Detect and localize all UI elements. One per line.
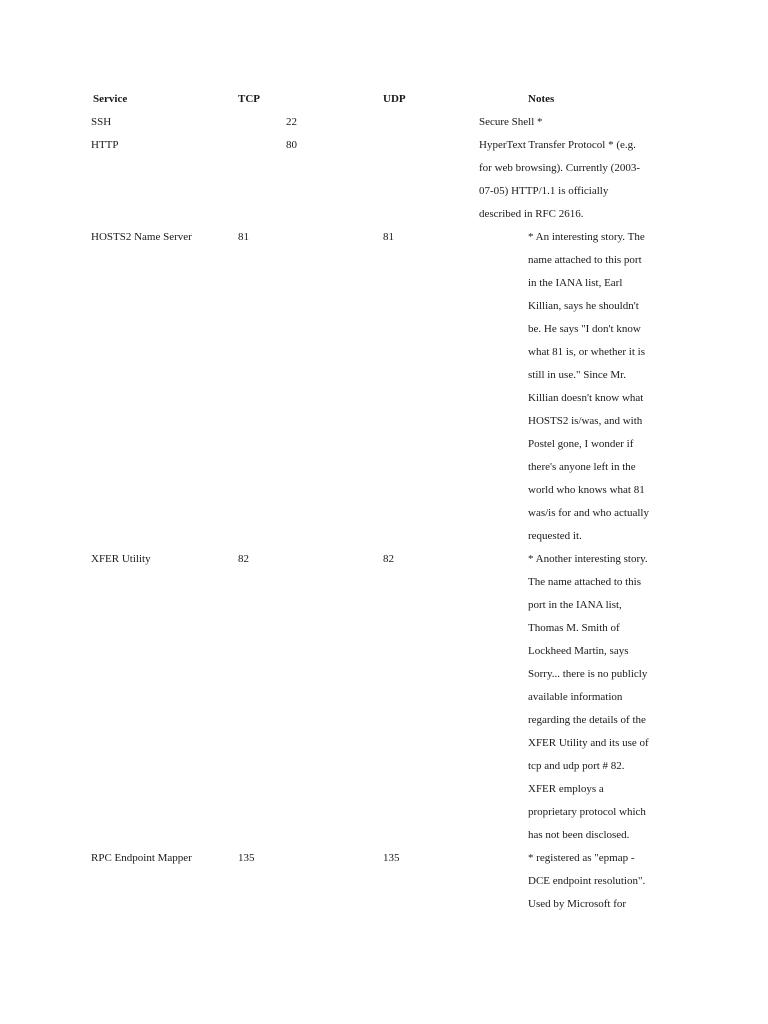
notes-line: be. He says "I don't know: [528, 323, 641, 335]
notes-line: XFER Utility and its use of: [528, 737, 649, 749]
notes-line: there's anyone left in the: [528, 461, 636, 473]
service-cell: RPC Endpoint Mapper: [91, 852, 192, 864]
notes-line: requested it.: [528, 530, 582, 542]
notes-line: HyperText Transfer Protocol * (e.g.: [479, 139, 636, 151]
notes-line: has not been disclosed.: [528, 829, 630, 841]
notes-cell: [528, 847, 645, 916]
header-notes: Notes: [528, 93, 555, 105]
notes-line: available information: [528, 691, 623, 703]
notes-line: regarding the details of the: [528, 714, 646, 726]
notes-line: XFER employs a: [528, 783, 604, 795]
notes-line: * Another interesting story.: [528, 553, 648, 565]
notes-line: what 81 is, or whether it is: [528, 346, 646, 358]
notes-line: Used by Microsoft for: [528, 898, 627, 910]
notes-line: in the IANA list, Earl: [528, 277, 623, 289]
notes-cell: [479, 111, 543, 134]
notes-line: proprietary protocol which: [528, 806, 646, 818]
notes-cell: [528, 226, 649, 548]
notes-line: Sorry... there is no publicly: [528, 668, 648, 680]
service-cell: SSH: [91, 116, 112, 128]
udp-cell: 135: [383, 852, 400, 864]
udp-cell: 82: [383, 553, 394, 565]
notes-line: name attached to this port: [528, 254, 642, 266]
notes-line: port in the IANA list,: [528, 599, 622, 611]
notes-line: The name attached to this: [528, 576, 642, 588]
notes-line: HOSTS2 is/was, and with: [528, 415, 643, 427]
tcp-cell: 81: [238, 231, 249, 243]
tcp-cell: 22: [286, 116, 297, 128]
notes-line: Thomas M. Smith of: [528, 622, 620, 634]
notes-line: tcp and udp port # 82.: [528, 760, 625, 772]
notes-line: Lockheed Martin, says: [528, 645, 629, 657]
notes-line: was/is for and who actually: [528, 507, 649, 519]
notes-line: still in use." Since Mr.: [528, 369, 626, 381]
notes-line: 07-05) HTTP/1.1 is officially: [479, 185, 609, 197]
service-cell: HOSTS2 Name Server: [91, 231, 192, 243]
notes-line: described in RFC 2616.: [479, 208, 584, 220]
notes-line: Secure Shell *: [479, 116, 543, 128]
service-cell: XFER Utility: [91, 553, 151, 565]
notes-line: Killian, says he shouldn't: [528, 300, 639, 312]
notes-line: Postel gone, I wonder if: [528, 438, 634, 450]
notes-line: for web browsing). Currently (2003-: [479, 162, 640, 174]
tcp-cell: 82: [238, 553, 249, 565]
udp-cell: 81: [383, 231, 394, 243]
notes-line: Killian doesn't know what: [528, 392, 644, 404]
tcp-cell: 80: [286, 139, 297, 151]
notes-line: DCE endpoint resolution".: [528, 875, 646, 887]
service-cell: HTTP: [91, 139, 119, 151]
header-service: Service: [93, 93, 128, 105]
notes-line: * An interesting story. The: [528, 231, 645, 243]
tcp-cell: 135: [238, 852, 255, 864]
notes-line: * registered as "epmap -: [528, 852, 635, 864]
notes-line: world who knows what 81: [528, 484, 645, 496]
header-udp: UDP: [383, 93, 406, 105]
header-tcp: TCP: [238, 93, 260, 105]
notes-cell: [528, 548, 649, 847]
notes-cell: [479, 134, 640, 226]
